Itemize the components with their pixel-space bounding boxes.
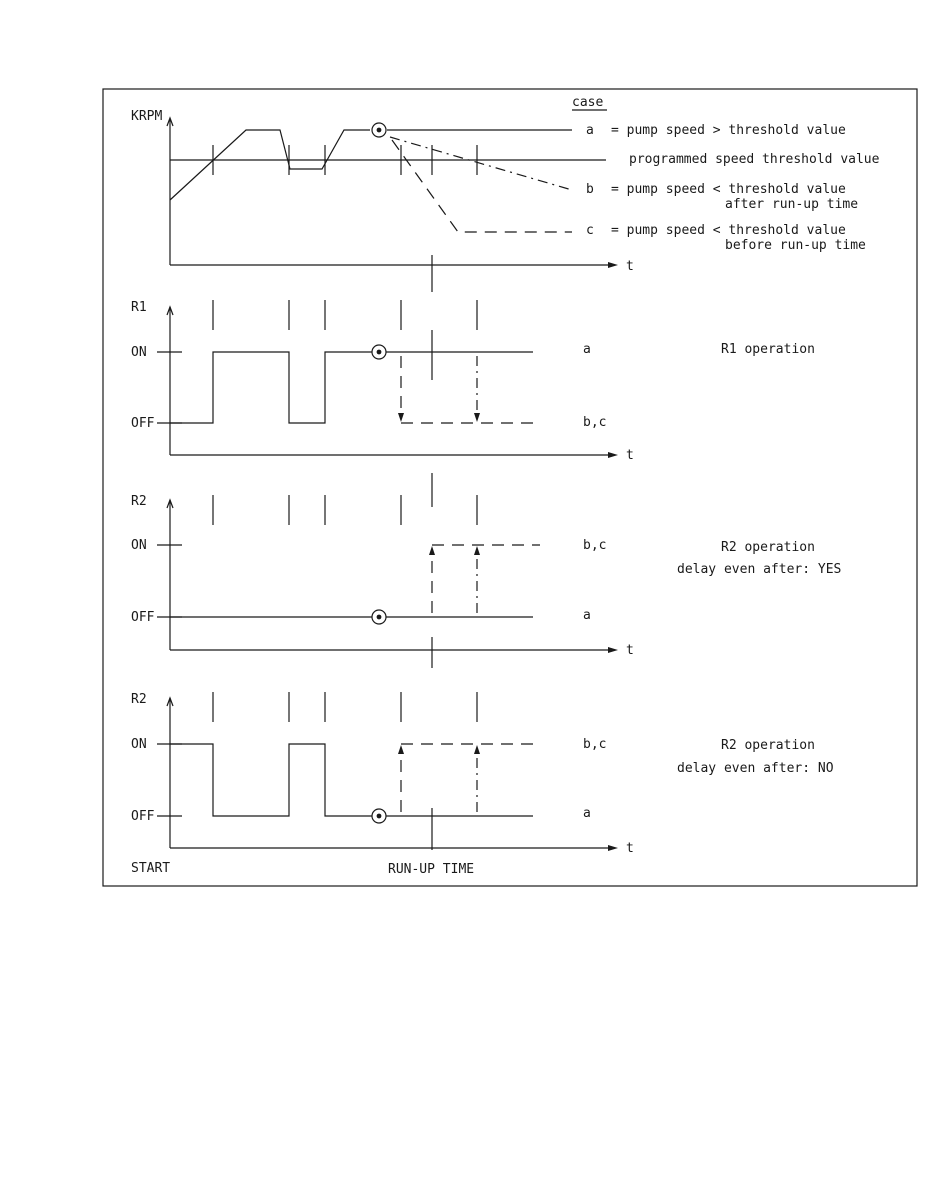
r2-yes-case-lower: a	[583, 608, 591, 623]
start-label: START	[131, 861, 171, 876]
r2-no-delay-setting: delay even after: NO	[677, 761, 834, 776]
r2-yes-t-arrow	[608, 647, 618, 653]
r2-yes-t-label: t	[626, 643, 634, 658]
r2-yes-case-upper: b,c	[583, 538, 607, 553]
legend-heading-case: case	[572, 95, 604, 110]
r1-case-lower: b,c	[583, 415, 607, 430]
r2-yes-operation-title: R2 operation	[721, 540, 815, 555]
r2-no-on-label: ON	[131, 737, 147, 752]
r1-signal	[170, 352, 372, 423]
case-b-description-2: after run-up time	[725, 197, 859, 212]
speed-curve-case-b	[390, 137, 572, 190]
r2-yes-off-label: OFF	[131, 610, 155, 625]
r2-no-t-label: t	[626, 841, 634, 856]
r2-yes-axis-label: R2	[131, 494, 147, 509]
panel-krpm	[131, 95, 880, 274]
r1-drop-arrow	[398, 413, 404, 422]
r2-no-rise-arrow	[474, 745, 480, 754]
case-c-description-2: before run-up time	[725, 238, 866, 253]
panel-r2-no	[131, 692, 834, 856]
panel-r1	[131, 300, 815, 463]
r1-drop-arrow	[474, 413, 480, 422]
case-c-description: = pump speed < threshold value	[611, 223, 846, 238]
case-b-letter: b	[586, 182, 594, 197]
r2-no-off-label: OFF	[131, 809, 155, 824]
r1-t-label: t	[626, 448, 634, 463]
r2-yes-rise-arrow	[429, 546, 435, 555]
r1-axis-label: R1	[131, 300, 147, 315]
r2-yes-decision-dot	[377, 615, 382, 620]
r2-no-case-lower: a	[583, 806, 591, 821]
krpm-t-label: t	[626, 259, 634, 274]
r1-on-label: ON	[131, 345, 147, 360]
r2-yes-rise-arrow	[474, 546, 480, 555]
r2-no-t-arrow	[608, 845, 618, 851]
decision-point-dot	[377, 128, 382, 133]
r1-off-label: OFF	[131, 416, 155, 431]
r2-no-signal	[170, 744, 372, 816]
panel-r2-yes	[131, 494, 841, 658]
r2-yes-on-label: ON	[131, 538, 147, 553]
krpm-t-arrow	[608, 262, 618, 268]
krpm-axis-label: KRPM	[131, 109, 163, 124]
case-a-letter: a	[586, 123, 594, 138]
case-a-description: = pump speed > threshold value	[611, 123, 846, 138]
r2-no-operation-title: R2 operation	[721, 738, 815, 753]
r1-operation-title: R1 operation	[721, 342, 815, 357]
speed-curve-solid	[170, 130, 370, 200]
r2-yes-delay-setting: delay even after: YES	[677, 562, 842, 577]
r2-no-decision-dot	[377, 814, 382, 819]
r2-no-case-upper: b,c	[583, 737, 607, 752]
r2-no-axis-label: R2	[131, 692, 147, 707]
threshold-description: programmed speed threshold value	[629, 152, 880, 167]
case-c-letter: c	[586, 223, 594, 238]
r1-t-arrow	[608, 452, 618, 458]
case-b-description: = pump speed < threshold value	[611, 182, 846, 197]
r2-no-rise-arrow	[398, 745, 404, 754]
speed-curve-case-c	[392, 140, 572, 232]
r1-decision-dot	[377, 350, 382, 355]
runup-time-label: RUN-UP TIME	[388, 862, 475, 877]
r1-case-upper: a	[583, 342, 591, 357]
